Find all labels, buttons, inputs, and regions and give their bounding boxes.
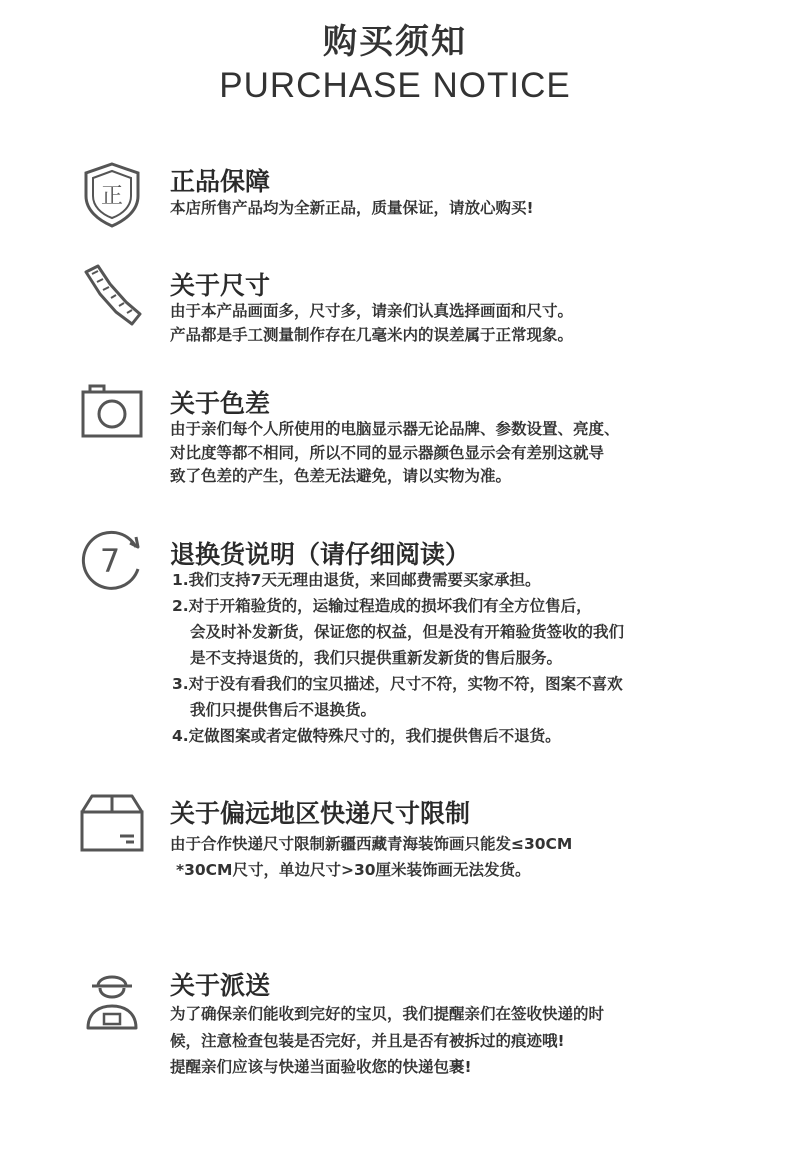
section-text: 产品都是手工测量制作存在几毫米内的误差属于正常现象。 [170, 326, 574, 344]
section-title: 关于色差 [170, 389, 271, 418]
ruler-icon [78, 262, 146, 330]
delivery-person-icon [78, 966, 146, 1034]
section-text: 由于合作快递尺寸限制新疆西藏青海装饰画只能发≤30CM [170, 835, 573, 853]
section-text: 4.定做图案或者定做特殊尺寸的，我们提供售后不退货。 [172, 727, 561, 745]
section-title: 关于派送 [170, 971, 271, 1000]
section-text: 对比度等都不相同，所以不同的显示器颜色显示会有差别这就导 [170, 444, 605, 462]
camera-icon [78, 378, 146, 446]
section-text: 是不支持退货的，我们只提供重新发新货的售后服务。 [190, 649, 563, 667]
section-text: 会及时补发新货，保证您的权益，但是没有开箱验货签收的我们 [190, 623, 625, 641]
section-title: 退换货说明（请仔细阅读） [170, 540, 471, 569]
section-text: 2.对于开箱验货的，运输过程造成的损坏我们有全方位售后， [172, 597, 592, 615]
page-title: 购买须知 [323, 22, 467, 62]
shield-zheng-icon [78, 160, 146, 228]
section-text: 我们只提供售后不退换货。 [190, 701, 377, 719]
section-text: 候，注意检查包装是否完好，并且是否有被拆过的痕迹哦! [170, 1032, 565, 1050]
section-title: 关于偏远地区快递尺寸限制 [170, 799, 471, 828]
section-text: 1.我们支持7天无理由退货，来回邮费需要买家承担。 [172, 571, 541, 589]
package-box-icon [78, 790, 146, 858]
section-text: 致了色差的产生，色差无法避免，请以实物为准。 [170, 467, 512, 485]
page-subtitle: PURCHASE NOTICE [219, 66, 571, 105]
section-text: 由于本产品画面多，尺寸多，请亲们认真选择画面和尺寸。 [170, 302, 574, 320]
svg-text:正: 正 [100, 184, 124, 209]
section-title: 正品保障 [170, 167, 271, 196]
section-text: *30CM尺寸，单边尺寸>30厘米装饰画无法发货。 [176, 861, 531, 879]
section-text: 由于亲们每个人所使用的电脑显示器无论品牌、参数设置、亮度、 [170, 420, 620, 438]
section-title: 关于尺寸 [170, 271, 271, 300]
section-text: 本店所售产品均为全新正品，质量保证，请放心购买! [170, 199, 534, 217]
section-text: 为了确保亲们能收到完好的宝贝，我们提醒亲们在签收快递的时 [170, 1005, 605, 1023]
section-text: 提醒亲们应该与快递当面验收您的快递包裹! [170, 1058, 472, 1076]
seven-day-return-icon [78, 525, 146, 593]
svg-text:7: 7 [99, 542, 121, 580]
section-text: 3.对于没有看我们的宝贝描述，尺寸不符，实物不符，图案不喜欢 [172, 675, 623, 693]
